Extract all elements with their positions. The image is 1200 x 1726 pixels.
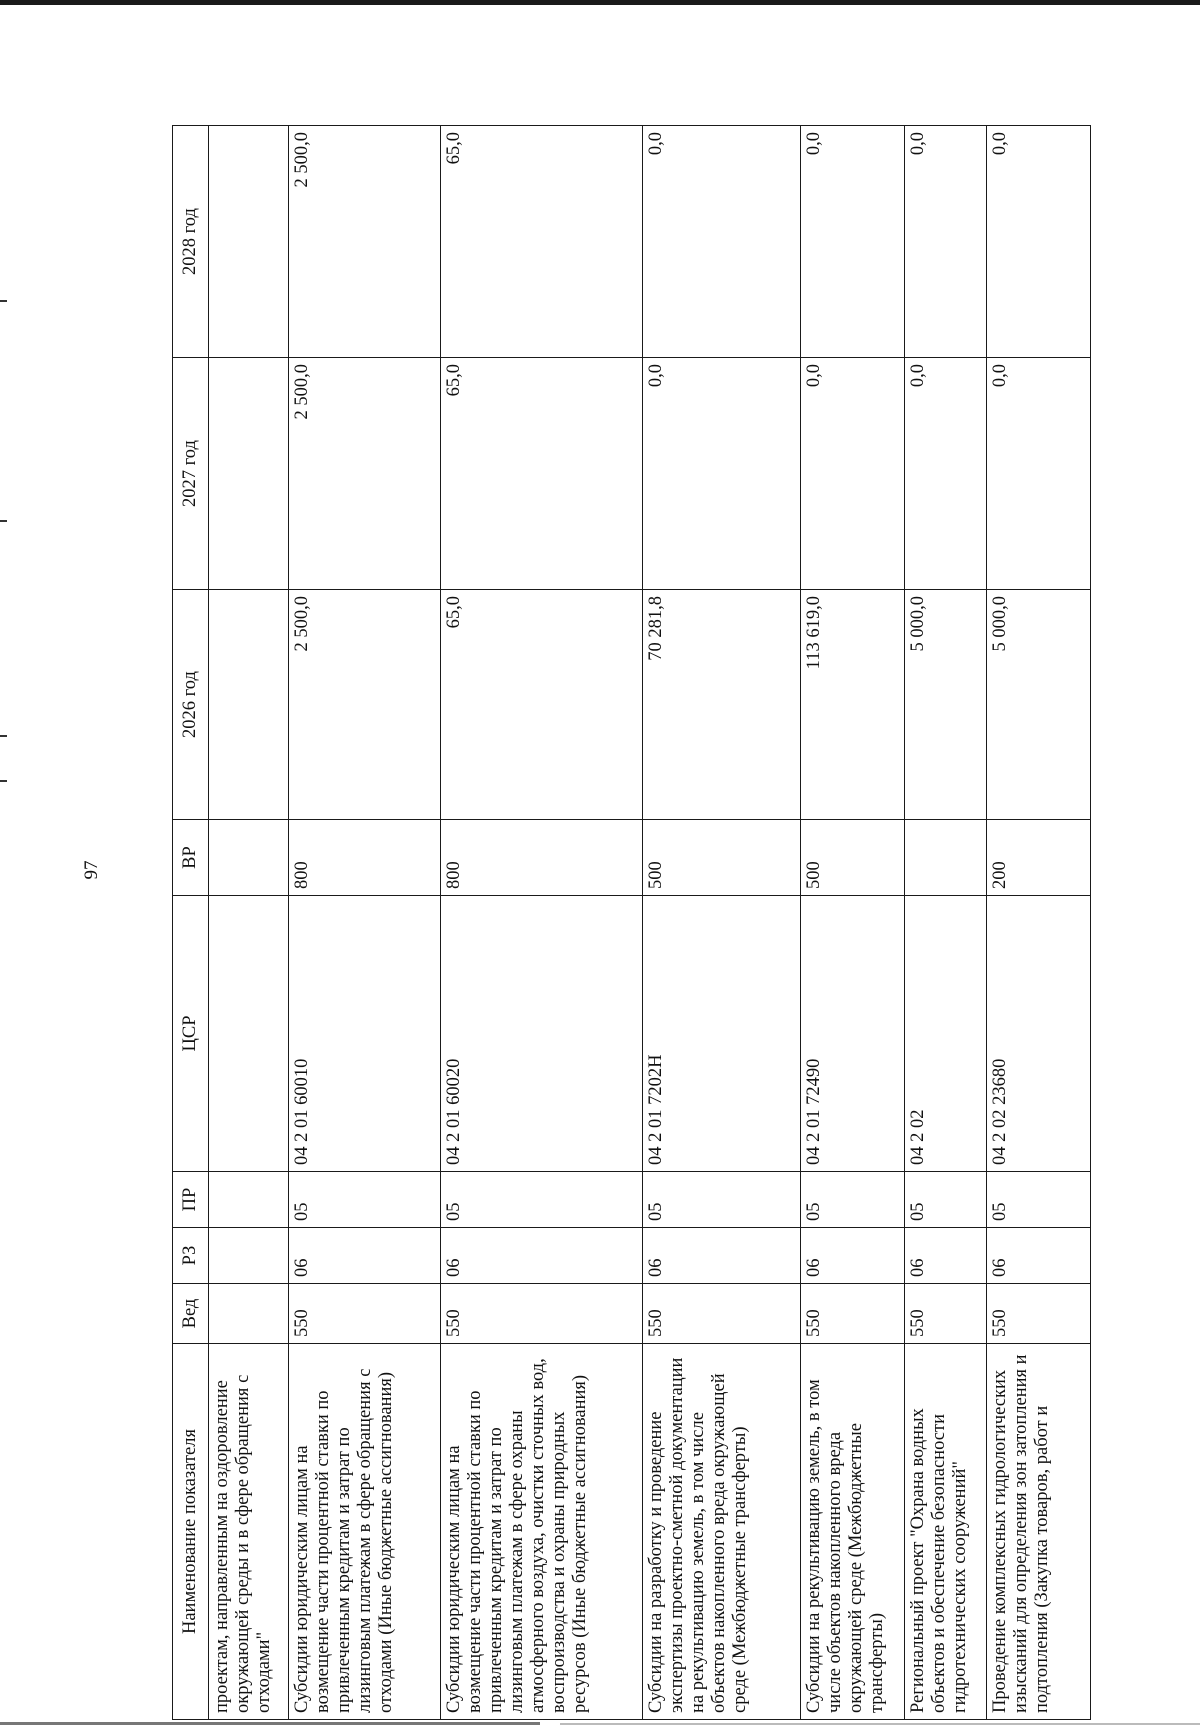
table-row — [289, 126, 441, 1720]
cell-vr: 500 — [801, 820, 905, 896]
cell-csr: 04 2 02 23680 — [987, 896, 1091, 1172]
table-row — [441, 126, 643, 1720]
cell-2026 — [209, 590, 289, 820]
rotated-table-sheet — [172, 126, 1090, 1720]
margin-mark — [0, 735, 7, 737]
cell-2026: 5 000,0 — [987, 590, 1091, 820]
header-2026: 2026 год — [173, 590, 209, 820]
cell-2026: 113 619,0 — [801, 590, 905, 820]
cell-vr: 800 — [441, 820, 643, 896]
cell-2026: 2 500,0 — [289, 590, 441, 820]
cell-2027: 2 500,0 — [289, 358, 441, 590]
cell-ved — [209, 1284, 289, 1344]
cell-vr: 800 — [289, 820, 441, 896]
margin-mark — [0, 520, 7, 522]
cell-rz: 06 — [905, 1228, 987, 1284]
cell-rz: 06 — [289, 1228, 441, 1284]
margin-mark — [0, 780, 7, 782]
cell-2028: 0,0 — [905, 126, 987, 358]
cell-rz: 06 — [801, 1228, 905, 1284]
cell-pr: 05 — [441, 1172, 643, 1228]
bottom-edge-rule — [0, 1722, 540, 1725]
header-csr: ЦСР — [173, 896, 209, 1172]
table-row — [209, 126, 289, 1720]
cell-vr — [905, 820, 987, 896]
cell-pr — [209, 1172, 289, 1228]
header-pr: ПР — [173, 1172, 209, 1228]
cell-csr: 04 2 01 60010 — [289, 896, 441, 1172]
cell-ved: 550 — [289, 1284, 441, 1344]
cell-2027: 0,0 — [643, 358, 801, 590]
header-vr: ВР — [173, 820, 209, 896]
cell-pr: 05 — [801, 1172, 905, 1228]
cell-pr: 05 — [905, 1172, 987, 1228]
cell-name: Региональный проект "Охрана водных объектов и обеспечение безопасности гидротехнических сооружений" — [905, 1344, 987, 1720]
cell-ved: 550 — [987, 1284, 1091, 1344]
cell-2028: 0,0 — [801, 126, 905, 358]
cell-2027: 0,0 — [987, 358, 1091, 590]
cell-name: Субсидии юридическим лицам на возмещение части процентной ставки по привлеченным кредитам и затрат по лизинговым платежам в сфере обращения с отходами (Иные бюджетные ассигнования) — [289, 1344, 441, 1720]
table-header-row — [173, 126, 209, 1720]
cell-vr: 200 — [987, 820, 1091, 896]
header-2027: 2027 год — [173, 358, 209, 590]
bottom-edge-rule — [560, 1723, 1200, 1725]
cell-csr: 04 2 02 — [905, 896, 987, 1172]
cell-name: Субсидии юридическим лицам на возмещение части процентной ставки по привлеченным кредитам и затрат по лизинговым платежам в сфере охраны атмосферного воздуха, очистки сточных вод, воспроизводства и охраны природных ресурсов (Иные бюджетные ассигнования) — [441, 1344, 643, 1720]
cell-vr: 500 — [643, 820, 801, 896]
cell-ved: 550 — [905, 1284, 987, 1344]
cell-name: проектам, направленным на оздоровление окружающей среды и в сфере обращения с отходами" — [209, 1344, 289, 1720]
cell-csr: 04 2 01 60020 — [441, 896, 643, 1172]
top-edge-rule — [0, 0, 1200, 5]
cell-2027: 0,0 — [905, 358, 987, 590]
table-row — [987, 126, 1091, 1720]
header-rz: РЗ — [173, 1228, 209, 1284]
cell-2028: 0,0 — [987, 126, 1091, 358]
cell-csr — [209, 896, 289, 1172]
cell-name: Субсидии на разработку и проведение экспертизы проектно-сметной документации на рекультивацию земель, в том числе объектов накопленного вреда окружающей среде (Межбюджетные трансферты) — [643, 1344, 801, 1720]
cell-vr — [209, 820, 289, 896]
page-number: 97 — [81, 860, 102, 880]
table-row — [905, 126, 987, 1720]
cell-2028: 2 500,0 — [289, 126, 441, 358]
cell-ved: 550 — [441, 1284, 643, 1344]
margin-mark — [0, 300, 7, 302]
cell-rz: 06 — [643, 1228, 801, 1284]
cell-ved: 550 — [643, 1284, 801, 1344]
table-row — [643, 126, 801, 1720]
cell-rz: 06 — [987, 1228, 1091, 1284]
cell-csr: 04 2 01 7202Н — [643, 896, 801, 1172]
cell-rz — [209, 1228, 289, 1284]
cell-2028: 0,0 — [643, 126, 801, 358]
cell-2028: 65,0 — [441, 126, 643, 358]
cell-2026: 65,0 — [441, 590, 643, 820]
cell-2027: 0,0 — [801, 358, 905, 590]
table-row — [801, 126, 905, 1720]
budget-table — [172, 125, 1091, 1720]
cell-2028 — [209, 126, 289, 358]
header-2028: 2028 год — [173, 126, 209, 358]
cell-ved: 550 — [801, 1284, 905, 1344]
cell-pr: 05 — [643, 1172, 801, 1228]
cell-rz: 06 — [441, 1228, 643, 1284]
cell-pr: 05 — [289, 1172, 441, 1228]
cell-pr: 05 — [987, 1172, 1091, 1228]
cell-2027: 65,0 — [441, 358, 643, 590]
cell-2026: 70 281,8 — [643, 590, 801, 820]
cell-2026: 5 000,0 — [905, 590, 987, 820]
cell-2027 — [209, 358, 289, 590]
header-ved: Вед — [173, 1284, 209, 1344]
cell-name: Проведение комплексных гидрологических изысканий для определения зон затопления и подтопления (Закупка товаров, работ и — [987, 1344, 1091, 1720]
cell-csr: 04 2 01 72490 — [801, 896, 905, 1172]
header-name: Наименование показателя — [173, 1344, 209, 1720]
cell-name: Субсидии на рекультивацию земель, в том числе объектов накопленного вреда окружающей среде (Межбюджетные трансферты) — [801, 1344, 905, 1720]
